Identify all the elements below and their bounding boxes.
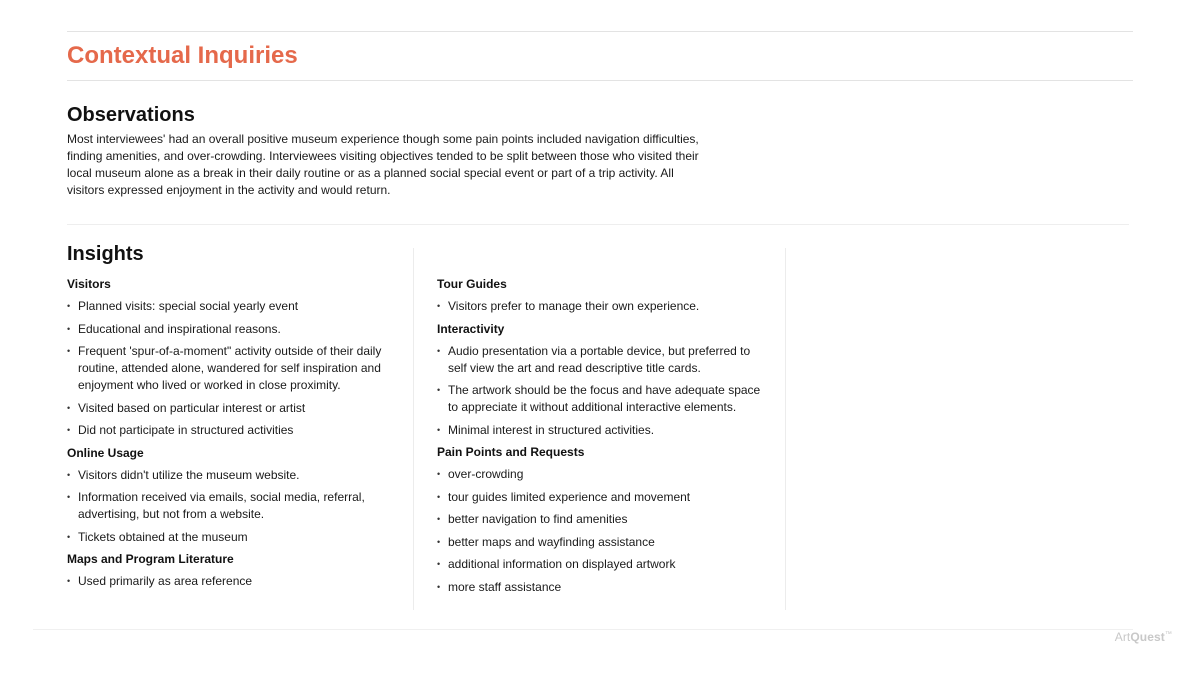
- section-interactivity: [437, 321, 767, 439]
- list-item: • Did not participate in structured activities: [67, 422, 382, 439]
- section-visitors: [67, 276, 382, 439]
- bullet-list: [67, 298, 382, 439]
- list-item: • Information received via emails, social media, referral, advertising, but not from a website.: [67, 489, 382, 523]
- logo-text-art: Art: [1114, 630, 1131, 644]
- section-title: Online Usage: [67, 445, 144, 460]
- section-title: Interactivity: [437, 321, 505, 336]
- title-rule: [67, 80, 1133, 81]
- list-item: • Visitors prefer to manage their own experience.: [437, 298, 767, 315]
- page-title: Contextual Inquiries: [67, 42, 298, 69]
- section-title: Tour Guides: [437, 277, 507, 291]
- observations-heading: Observations: [67, 104, 195, 126]
- section-title: Pain Points and Requests: [437, 445, 585, 459]
- section-online-usage: [67, 445, 382, 546]
- trademark-mark: ™: [1164, 631, 1172, 638]
- list-item: • Educational and inspirational reasons.: [67, 321, 382, 338]
- footer-rule: [33, 629, 1133, 630]
- list-item: • better navigation to find amenities: [437, 511, 767, 528]
- artquest-logo: [1115, 630, 1172, 644]
- list-item: • tour guides limited experience and movement: [437, 489, 767, 506]
- list-item: • The artwork should be the focus and have adequate space to appreciate it without additional interactive elements.: [437, 382, 767, 416]
- bullet-list: [67, 467, 382, 546]
- section-rule: [67, 224, 1129, 225]
- list-item: • Minimal interest in structured activities.: [437, 422, 767, 439]
- list-item: • Visitors didn't utilize the museum website.: [67, 467, 382, 484]
- list-item: • Frequent 'spur-of-a-moment" activity outside of their daily routine, attended alone, wandered for self inspiration and enjoyment who lived or worked in close proximity.: [67, 343, 382, 394]
- insights-heading: Insights: [67, 243, 144, 265]
- list-item: • Audio presentation via a portable device, but preferred to self view the art and read descriptive title cards.: [437, 343, 767, 377]
- insights-right-column: [437, 276, 767, 601]
- column-divider-left: [413, 248, 414, 610]
- list-item: • more staff assistance: [437, 579, 767, 596]
- list-item: • Planned visits: special social yearly event: [67, 298, 382, 315]
- bullet-list: [67, 573, 382, 590]
- list-item: • better maps and wayfinding assistance: [437, 534, 767, 551]
- section-title: Visitors: [67, 277, 111, 291]
- logo-text-quest: Quest: [1130, 630, 1165, 644]
- section-title: Maps and Program Literature: [67, 552, 234, 566]
- list-item: • over-crowding: [437, 466, 767, 483]
- bullet-list: [437, 343, 767, 439]
- list-item: • Used primarily as area reference: [67, 573, 382, 590]
- bullet-list: [437, 298, 767, 315]
- column-divider-right: [785, 248, 786, 610]
- bullet-list: [437, 466, 767, 596]
- list-item: • additional information on displayed artwork: [437, 556, 767, 573]
- top-rule: [67, 31, 1133, 32]
- list-item: • Visited based on particular interest or artist: [67, 400, 382, 417]
- observations-text: Most interviewees' had an overall positive museum experience though some pain points included navigation difficulties, finding amenities, and over-crowding. Interviewees visiting objectives tended to be split between those who visited their local museum alone as a break in their daily routine or as a planned social special event or part of a trip activity. All visitors expressed enjoyment in the activity and would return.: [67, 132, 699, 197]
- section-maps-literature: [67, 551, 382, 590]
- section-tour-guides: [437, 276, 767, 315]
- section-pain-points: [437, 444, 767, 596]
- list-item: • Tickets obtained at the museum: [67, 529, 382, 546]
- insights-left-column: [67, 276, 382, 596]
